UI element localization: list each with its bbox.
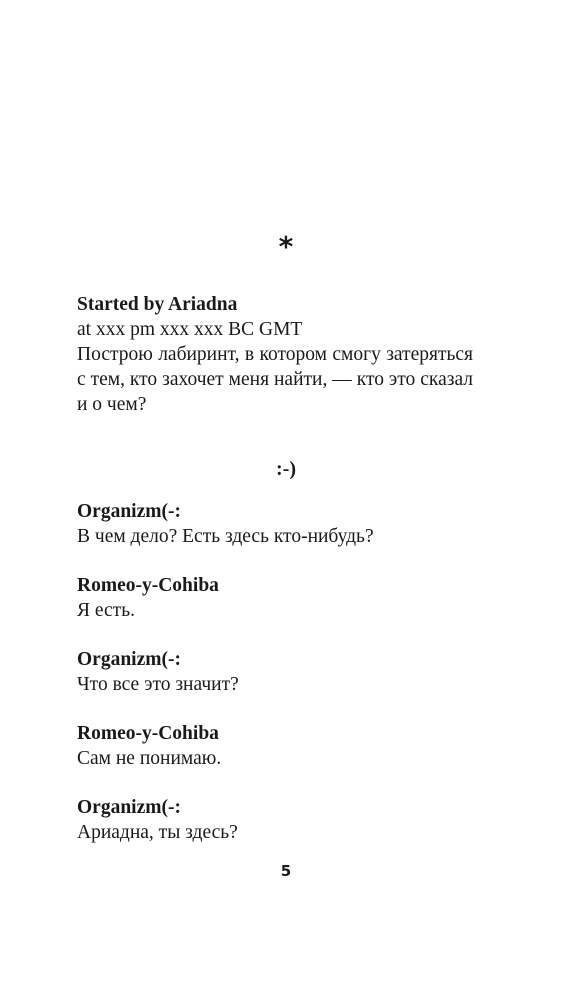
message-author: Organizm(-:: [77, 501, 181, 522]
message-author: Organizm(-:: [77, 649, 181, 670]
message-text: Ариадна, ты здесь?: [77, 822, 238, 843]
message: [77, 647, 473, 697]
message-text: Что все это значит?: [77, 674, 239, 695]
opening-post: [77, 292, 473, 417]
message-author: Romeo-y-Cohiba: [77, 575, 219, 596]
message: [77, 499, 473, 549]
post-timestamp: at xxx pm xxx xxx BC GMT: [77, 319, 303, 340]
message-text: В чем дело? Есть здесь кто-нибудь?: [77, 526, 374, 547]
smiley-separator: :-): [276, 458, 296, 480]
page-number: 5: [280, 862, 292, 880]
post-body: Построю лабиринт, в котором смогу затеряться с тем, кто захочет меня найти, — кто это сказал и о чем?: [77, 344, 473, 415]
section-separator: *: [278, 230, 294, 263]
message: [77, 573, 473, 623]
message-author: Organizm(-:: [77, 797, 181, 818]
message-text: Я есть.: [77, 600, 135, 621]
message-text: Сам не понимаю.: [77, 748, 222, 769]
message: [77, 795, 473, 845]
post-author: Started by Ariadna: [77, 294, 238, 315]
message: [77, 721, 473, 771]
message-author: Romeo-y-Cohiba: [77, 723, 219, 744]
